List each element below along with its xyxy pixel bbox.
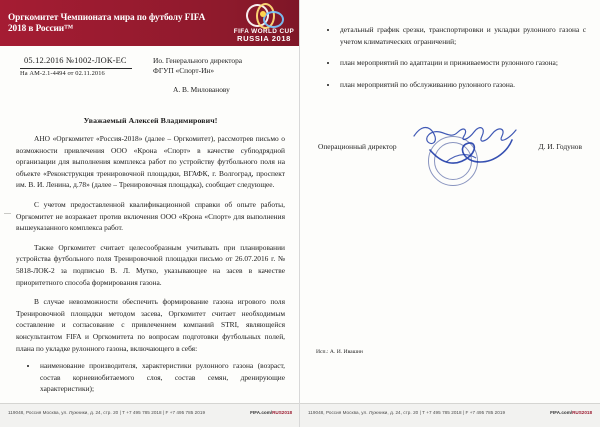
performer-note: Исп.: А. И. Ивашин (316, 349, 363, 355)
paragraph-4: В случае невозможности обеспечить формирование газона игрового поля Тренировочной площадки методом засева, Оргкомитет считает необходимым составление и согласование с привлечением компаний STRI, являющейся консультантом FIFA и Оргкомитета по вопросам подготовки футбольных полей, плана по укладке рулонного газона, включающего в себя: (16, 297, 285, 353)
addressee-line-2: ФГУП «Спорт-Ин» (153, 66, 215, 75)
signature-block (316, 132, 586, 190)
fifa-world-cup-logo-icon (233, 2, 295, 44)
requirements-list-right (316, 24, 586, 90)
footer-site (250, 410, 292, 415)
letterhead-title: Оргкомитет Чемпионата мира по футболу FIFA 2018 в России™ (8, 13, 205, 34)
registration-reference: На АМ-2.1-4494 от 02.11.2016 (20, 70, 105, 77)
signatory-name: Д. И. Годунов (538, 142, 582, 152)
fold-mark (4, 213, 11, 214)
letterhead-header (0, 0, 299, 46)
round-seal-stamp-icon (428, 136, 478, 186)
letterhead-footer-left (0, 403, 300, 427)
registration-number: 05.12.2016 №1002-ЛОК-ЕС (24, 56, 127, 65)
footer-address: 119048, Россия Москва, ул. Лужники, д. 24, стр. 20 | T +7 495 785 2018 | F +7 495 785 2019 (8, 410, 206, 415)
requirements-list-left (16, 360, 285, 395)
footer-site (550, 410, 592, 415)
letter-body-left (0, 46, 299, 401)
footer-site-accent: RUS2018 (272, 410, 292, 415)
russia-2018-mark: RUSSIA 2018 (236, 34, 291, 43)
letterhead-footer-right (300, 403, 600, 427)
letter-page-right (300, 0, 600, 427)
footer-site-main: FIFA.com/ (550, 410, 573, 415)
paragraph-3: Также Оргкомитет считает целесообразным учитывать при планировании устройства футбольного поля Тренировочной площадки письмо от 26.07.2016 г. № 5818-ЛОК-2 за подписью В. Л. Мутко, указывающее на засев в качестве приоритетного способа формирования газона. (16, 242, 285, 287)
list-item: • план мероприятий по обслуживанию рулонного газона. (338, 79, 586, 91)
paragraph-1: АНО «Оргкомитет «Россия-2018» (далее – Оргкомитет), рассмотрев письмо о возможности привлечения ООО «Крона «Спорт» в качестве субподрядной организации для выполнения комплекса работ по устройству футбольного поля на объекте «Реконструкция тренировочной площадки, ВГАФК, г. Волгоград, проспект им. В. И. Ленина, д.78» (далее – Тренировочная площадка), сообщает следующее. (16, 134, 285, 190)
list-item: • наименование производителя, характеристики рулонного газона (возраст, состав корневиобитаемого слоя, состав семян, дренирующие характеристики); (38, 360, 285, 395)
footer-site-accent: RUS2018 (572, 410, 592, 415)
addressee-line-1: Ио. Генерального директора (153, 56, 243, 65)
salutation: Уважаемый Алексей Владимирович! (83, 116, 218, 125)
list-item: • план мероприятий по адаптации и приживаемости рулонного газона; (338, 57, 586, 69)
list-item: • детальный график срезки, транспортировки и укладки рулонного газона с учетом климатических ограничений; (338, 24, 586, 47)
paragraph-2: С учетом предоставленной квалификационной справки об опыте работы, Оргкомитет не возражает против включения ООО «Крона «Спорт» для выполнения вышеуказанного комплекса работ. (16, 199, 285, 233)
trophy-rings-icon (241, 2, 287, 27)
registration-block (16, 52, 285, 94)
addressee-block (153, 56, 273, 95)
addressee-name: А. В. Милованову (173, 85, 230, 94)
letter-body-right (300, 0, 600, 385)
footer-site-main: FIFA.com/ (250, 410, 273, 415)
footer-address: 119048, Россия Москва, ул. Лужники, д. 24, стр. 20 | T +7 495 785 2018 | F +7 495 785 2019 (308, 410, 506, 415)
signatory-title: Операционный директор (318, 142, 397, 152)
fifa-wordmark: FIFA WORLD CUP (233, 28, 295, 35)
